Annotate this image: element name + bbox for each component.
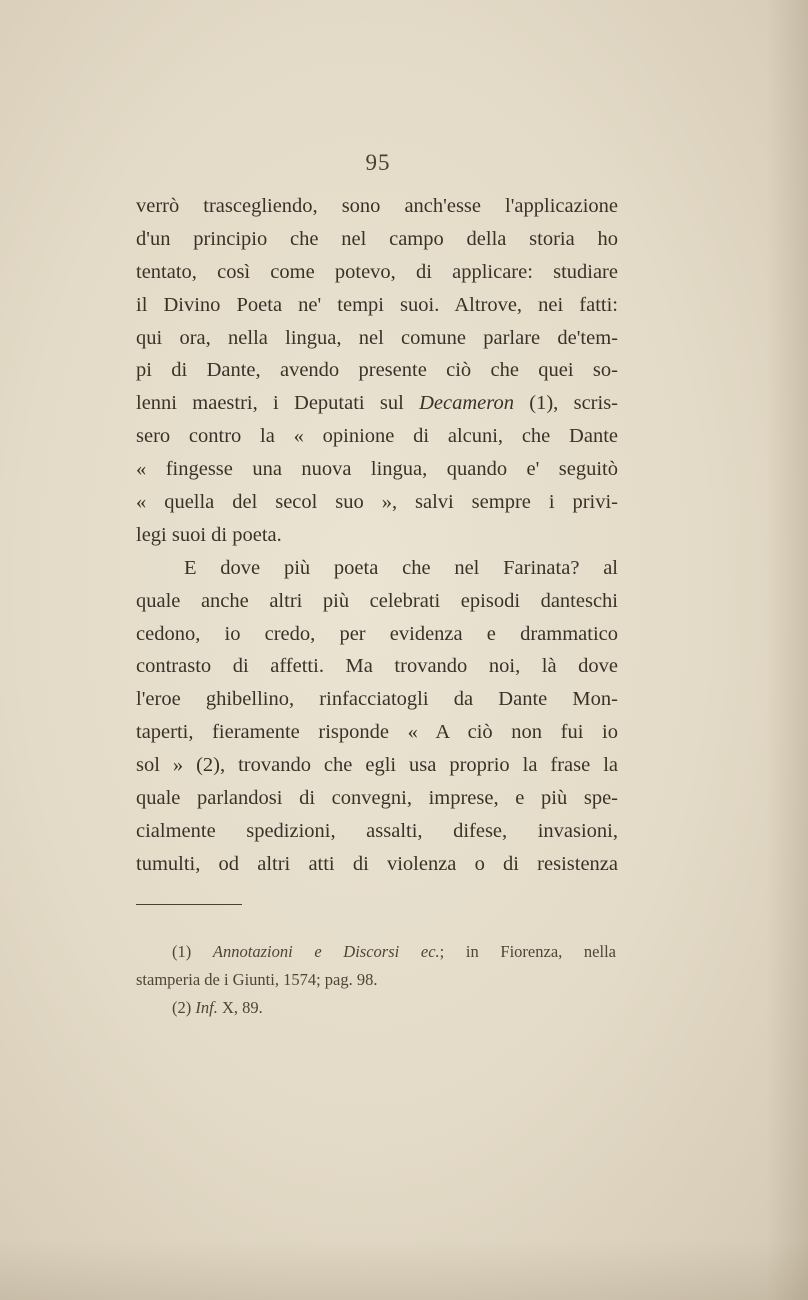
text-line: l'eroe ghibellino, rinfacciatogli da Dante Mon- [136,688,618,711]
text-line: E dove più poeta che nel Farinata? al [184,556,618,579]
text-segment: (1), scris- [513,392,618,415]
text-segment: lenni maestri, i Deputati sul [136,392,420,415]
page-edge-shadow-bottom [0,1240,808,1300]
text-line: sol » (2), trovando che egli usa proprio la frase la [136,754,618,777]
text-line: tentato, così come potevo, di applicare: studiare [136,260,618,283]
page-edge-shadow-right [766,0,808,1300]
footnote-1 [136,938,616,966]
footnote-2 [136,994,616,1022]
text-line: d'un principio che nel campo della storia ho [136,227,618,250]
text-line: tumulti, od altri atti di violenza o di resistenza [136,852,618,875]
text-line: legi suoi di poeta. [136,523,282,546]
footnote-1-continued: stamperia de i Giunti, 1574; pag. 98. [136,970,378,989]
footnote-text: ; in Fiorenza, nella [439,942,616,961]
page-number: 95 [365,150,391,175]
footnote-text: X, 89. [217,998,263,1017]
text-line: contrasto di affetti. Ma trovando noi, là dove [136,655,618,678]
footnote-divider [136,904,242,905]
footnote-title: Inf. [195,998,218,1017]
book-title-decameron: Decameron [419,392,514,415]
text-line: « fingesse una nuova lingua, quando e' seguitò [136,458,618,481]
text-line: quale anche altri più celebrati episodi danteschi [136,589,618,612]
text-line: pi di Dante, avendo presente ciò che quei so- [136,359,618,382]
text-line: il Divino Poeta ne' tempi suoi. Altrove, nei fatti: [136,293,618,316]
text-line: taperti, fieramente risponde « A ciò non fui io [136,721,618,744]
text-line: cedono, io credo, per evidenza e drammatico [136,622,618,645]
body-text [136,190,618,881]
footnote-title: Annotazioni e Discorsi ec. [212,942,440,961]
text-line: cialmente spedizioni, assalti, difese, invasioni, [136,819,618,842]
text-line [136,387,618,420]
footnote-marker: (2) [172,998,196,1017]
text-line: « quella del secol suo », salvi sempre i privi- [136,491,618,514]
text-line: qui ora, nella lingua, nel comune parlare de'tem- [136,326,618,349]
text-line: quale parlandosi di convegni, imprese, e più spe- [136,787,618,810]
text-line: sero contro la « opinione di alcuni, che Dante [136,425,618,448]
footnotes [136,938,616,1022]
text-line: verrò trascegliendo, sono anch'esse l'applicazione [136,195,618,217]
footnote-marker: (1) [172,942,213,961]
